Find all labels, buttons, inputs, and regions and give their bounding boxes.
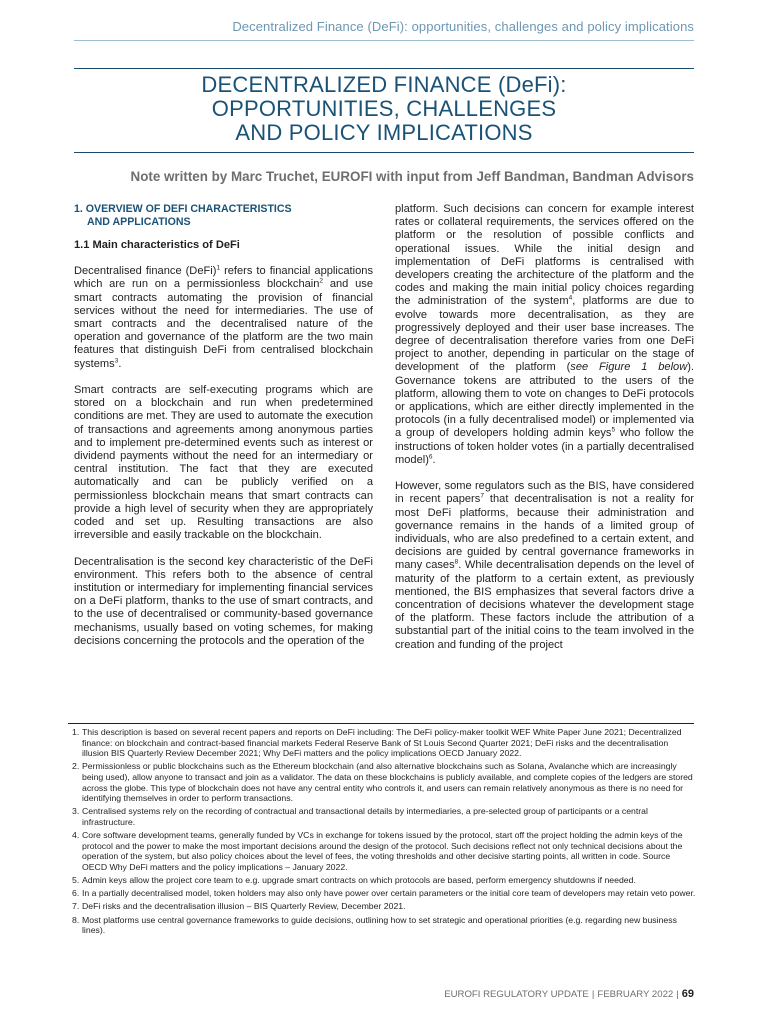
footnote [72, 915, 696, 936]
title-rule-top [74, 68, 694, 69]
footnote-text: Permissionless or public blockchains such as the Ethereum blockchain (and also alternative blockchains such as Solana, Avalanche which are increasingly being used), allow anyone to transact and join as a validator. The data on these blockchains is publicly available, and complete copies of the ledgers are stored across the globe. This type of blockchain does not have any central entity who controls it, and users can remain relatively anonymous as there is no need for identifying themselves in order to perform transactions. [82, 761, 693, 804]
footnote-text: In a partially decentralised model, token holders may also only have power over certain parameters or the initial core team of developers may retain veto power. [82, 888, 696, 899]
paragraph: Smart contracts are self-executing programs which are stored on a blockchain and run when predetermined conditions are met. They are used to automate the execution of transactions and agreements among anonymous parties and to implement pre-determined events such as interest or dividend payments without the need for an intermediary or central institution. The fact that they are executed automatically and can be publicly verified on a permissionless blockchain means that smart contracts can provide a high level of security when they are appropriately coded and set up. Resulting transactions are also irreversible and easily trackable on the blockchain. [74, 384, 373, 542]
footnote [72, 901, 696, 912]
section-heading [74, 203, 373, 229]
footnote-number: 6. [72, 888, 80, 899]
footnote-text: Centralised systems rely on the recording of contractual and transactional details by intermediaries, a pre-selected group of participants or a central infrastructure. [82, 806, 648, 827]
paragraph: However, some regulators such as the BIS, have considered in recent papers$^7$ that decentralisation is not a reality for most DeFi platforms, because their administration and governance remains in the hands of a limited group of individuals, who are also predefined to a certain extent, and decisions are guided by central governance frameworks in many cases$^8$. While decentralisation depends on the level of maturity of the platform to a certain extent, as previously mentioned, the BIS emphasizes that several factors drive a concentration of decisions whatever the development stage of the platform. These factors include the attribution of a substantial part of the initial coins to the team involved in the creation and funding of the project [395, 480, 694, 651]
running-header: Decentralized Finance (DeFi): opportunities, challenges and policy implications [232, 19, 694, 34]
byline: Note written by Marc Truchet, EUROFI with input from Jeff Bandman, Bandman Advisors [130, 169, 694, 184]
footnote-number: 4. [72, 830, 80, 841]
footnote-ref[interactable]: 5 [611, 426, 616, 434]
section-heading-line: 1. OVERVIEW OF DEFI CHARACTERISTICS [74, 203, 292, 215]
footnote-text: Most platforms use central governance frameworks to guide decisions, outlining how to set strategic and operational priorities (e.g. regarding new business lines). [82, 914, 677, 936]
footer-separator: | [591, 989, 595, 1000]
page-number: 69 [681, 988, 694, 1000]
footnote-text: Admin keys allow the project core team to e.g. upgrade smart contracts on which protocols are based, perform emergency shutdowns if needed. [82, 875, 636, 886]
footnote [72, 888, 696, 899]
footnote-rule [68, 723, 694, 724]
footer-publication: EUROFI REGULATORY UPDATE [444, 989, 589, 1000]
footnote-number: 2. [72, 761, 80, 772]
section-heading-line: AND APPLICATIONS [87, 216, 191, 228]
footnote-ref[interactable]: 6 [428, 453, 433, 461]
paragraph: Decentralisation is the second key characteristic of the DeFi environment. This refers both to the absence of central institution or intermediary for implementing financial services on a DeFi platform, thanks to the use of smart contracts, and to the use of decentralised or community-based governance mechanisms, usually based on voting schemes, for making decisions concerning the protocols and the operation of the [74, 555, 373, 647]
paragraph: Decentralised finance (DeFi)$^1$ refers to financial applications which are run on a permissionless blockchain$^2$ and use smart contracts automating the provision of financial services without the need for intermediaries. The use of smart contracts and the decentralised nature of the operation and governance of the platform are the two main features that distinguish DeFi from centralised blockchain systems$^3$. [74, 264, 374, 370]
page-title [74, 73, 694, 145]
footnote [72, 806, 696, 827]
footnote-text: This description is based on several recent papers and reports on DeFi including: The DeFi policy-maker toolkit WEF White Paper June 2021; Decentralized finance: on blockchain and contract-based financial markets Federal Reserve Bank of St Louis Second Quarter 2021; DeFi risks and the decentralisation illusion BIS Quarterly Review December 2021; Why DeFi matters and the policy implications OECD January 2022. [82, 727, 682, 759]
right-column [395, 203, 694, 665]
footnote-text: DeFi risks and the decentralisation illusion – BIS Quarterly Review, December 2021. [82, 901, 406, 912]
footnote-number: 1. [72, 727, 80, 737]
header-rule [74, 40, 694, 41]
left-column [74, 203, 373, 661]
footnote [72, 727, 696, 759]
page-footer [444, 988, 694, 1000]
footnote-ref[interactable]: 8 [454, 558, 459, 566]
footnote-ref[interactable]: 3 [114, 356, 119, 364]
footer-separator: | [676, 989, 679, 1000]
footnote [72, 875, 696, 886]
paragraph: platform. Such decisions can concern for example interest rates or collateral requirements, the services offered on the platform or the resolution of possible conflicts and operational issues. While the initial design and implementation of DeFi platforms is centralised with developers creating the architecture of the platform and the codes and making the main initial policy choices regarding the administration of the system$^4$, platforms are due to evolve towards more decentralisation, as they are progressively deployed and their user base increases. The degree of decentralisation therefore varies from one DeFi project to another, depending in particular on the stage of development of the platform (see Figure 1 below). Governance tokens are attributed to the users of the platform, allowing them to vote on changes to DeFi protocols or applications, which are either directly implemented in the protocols (in a fully decentralised model) or implemented via a group of developers holding admin keys$^5$ who follow the instructions of token holder votes (in a partially decentralised model)$^6$. [395, 203, 695, 466]
footer-date: FEBRUARY 2022 [597, 989, 674, 1000]
footnote-ref[interactable]: 7 [480, 492, 484, 500]
footnote-text: Core software development teams, generally funded by VCs in exchange for tokens issued by the protocol, start off the project holding the admin keys of the protocol and the power to make the most important decisions around the design of the protocol. Such decisions reflect not only technical decisions about the operation of the system, but also policy choices about the level of fees, the voting thresholds and other decisive starting points, all written in code. Source OECD Why DeFi matters and the policy implications – January 2022. [82, 830, 683, 872]
subsection-heading: 1.1 Main characteristics of DeFi [74, 239, 240, 251]
footnote [72, 830, 696, 872]
footnote-number: 3. [72, 806, 80, 817]
figure-reference: see Figure 1 below [570, 361, 688, 374]
footnote-number: 7. [72, 901, 80, 912]
title-line: AND POLICY IMPLICATIONS [235, 120, 533, 145]
title-line: DECENTRALIZED FINANCE (DeFi): [201, 72, 567, 97]
footnotes [72, 727, 696, 938]
footnote-ref[interactable]: 4 [568, 294, 573, 302]
footnote-number: 5. [72, 875, 80, 886]
footnote-ref[interactable]: 2 [319, 277, 324, 285]
title-rule-bottom [74, 152, 694, 153]
footnote [72, 761, 696, 803]
title-line: OPPORTUNITIES, CHALLENGES [211, 96, 557, 121]
footnote-ref[interactable]: 1 [216, 264, 221, 272]
footnote-number: 8. [72, 914, 80, 925]
